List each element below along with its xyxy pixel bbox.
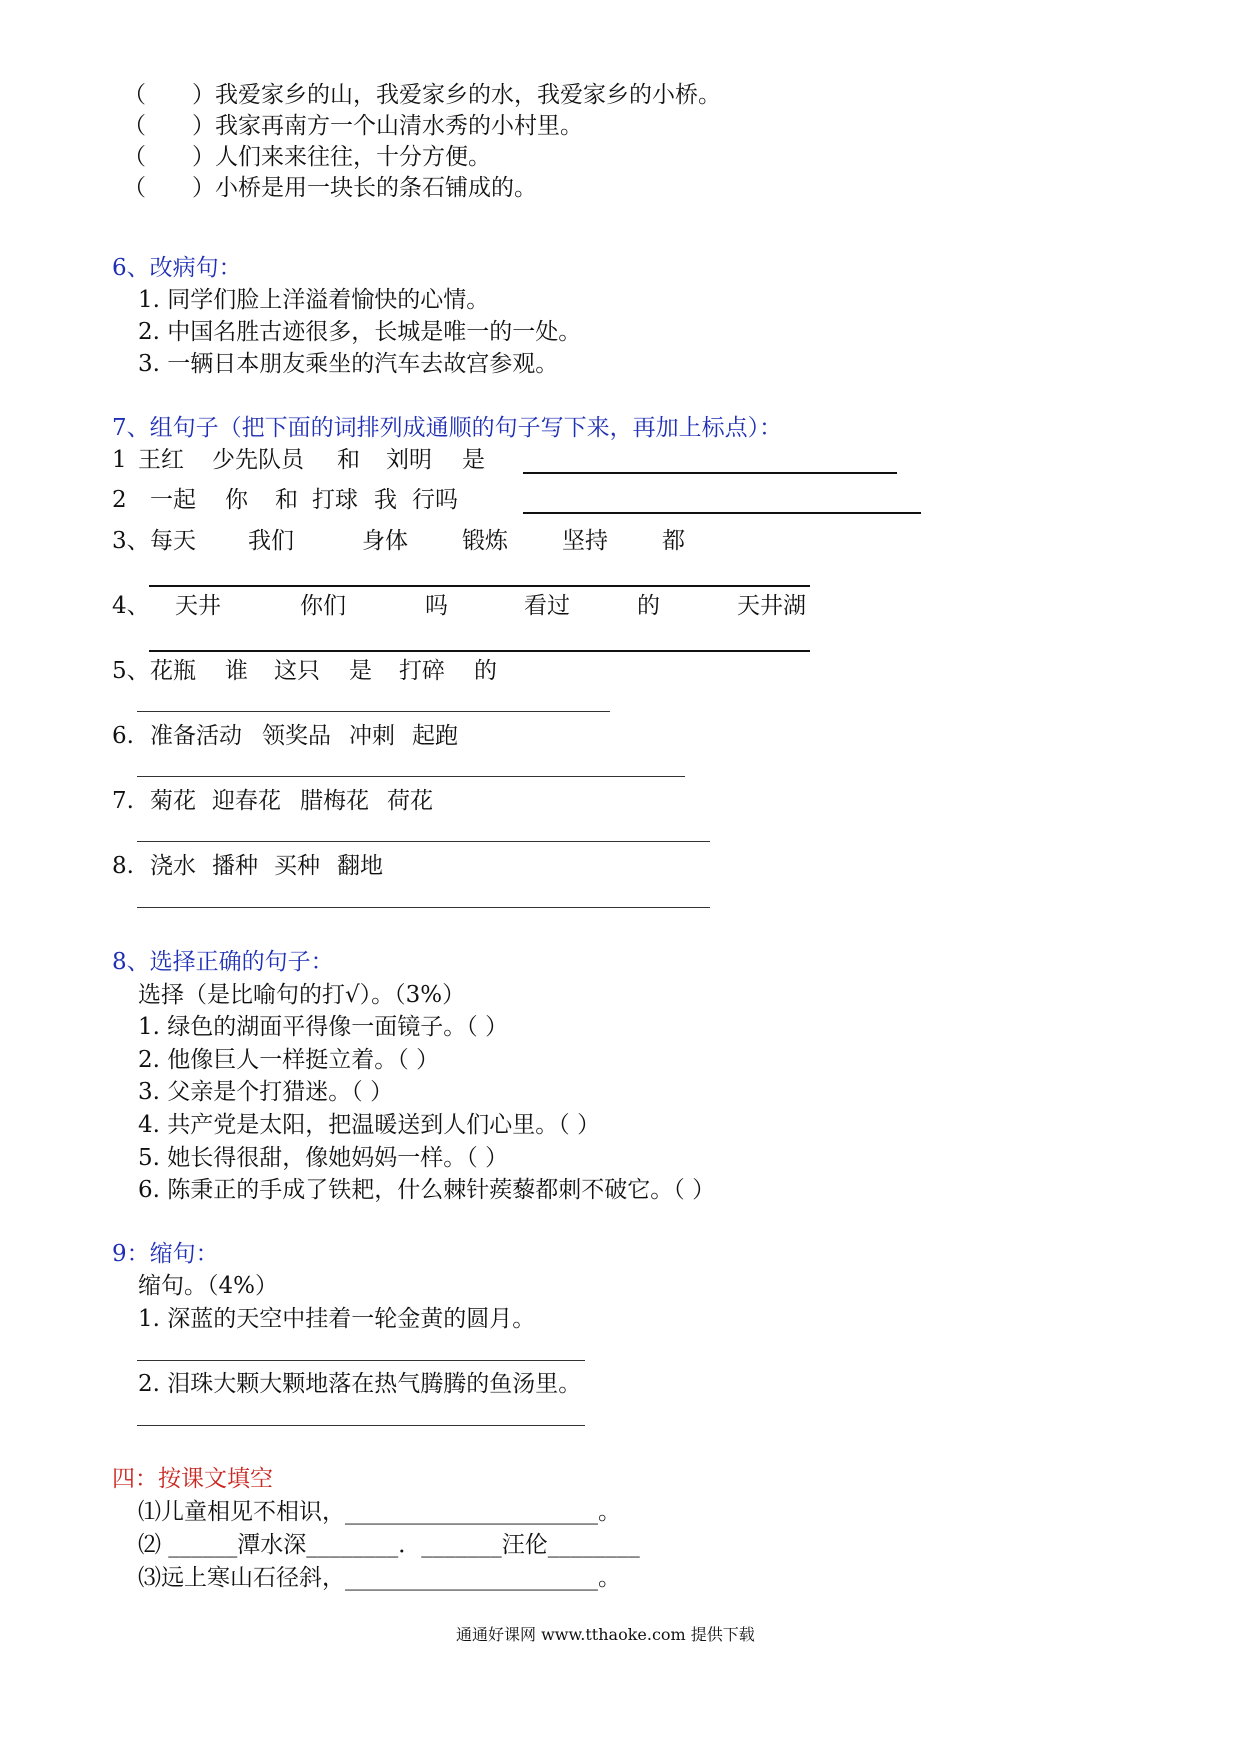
s6-item-2: 2. 中国名胜古迹很多，长城是唯一的一处。	[138, 319, 582, 345]
s7-q4-answer-line[interactable]	[149, 650, 810, 652]
section8-title: 8、选择正确的句子：	[112, 949, 334, 975]
s7-q4-word: 天井	[175, 593, 221, 619]
s7-q5-answer-line[interactable]	[137, 711, 610, 712]
s7-q1-word: 是	[462, 447, 485, 473]
s7-q4-word: 看过	[524, 593, 570, 619]
s8-item-6: 6. 陈秉正的手成了铁耙，什么棘针蒺藜都刺不破它。（ ）	[138, 1177, 716, 1203]
section6-title: 6、改病句：	[112, 255, 242, 281]
s7-q4-word: 的	[637, 593, 660, 619]
s7-q6-word: 冲刺	[349, 723, 395, 749]
s7-q8-answer-line[interactable]	[137, 907, 710, 908]
s7-q5-word: 谁	[225, 658, 248, 684]
s7-q2-word: 打球	[312, 487, 358, 513]
sentence-order-3: （ ）人们来来往往，十分方便。	[123, 144, 491, 170]
s7-q3-word: 锻炼	[462, 528, 508, 554]
s4-item-1: ⑴儿童相见不相识，______________________。	[138, 1499, 621, 1525]
s9-item-2-answer-line[interactable]	[137, 1425, 585, 1426]
s7-q5-word: 这只	[274, 658, 320, 684]
s7-q1-num: 1	[112, 447, 127, 473]
s7-q1-word: 和	[337, 447, 360, 473]
s7-q8-num: 8.	[112, 853, 134, 879]
s7-q4-num: 4、	[112, 593, 150, 619]
s7-q2-answer-line[interactable]	[523, 512, 921, 514]
section7-title: 7、组句子（把下面的词排列成通顺的句子写下来，再加上标点）：	[112, 415, 783, 441]
s7-q7-word: 菊花	[150, 788, 196, 814]
s9-intro: 缩句。（4%）	[138, 1273, 278, 1299]
s7-q2-word: 我	[374, 487, 397, 513]
s9-item-1-answer-line[interactable]	[137, 1360, 585, 1361]
s7-q8-word: 浇水	[150, 853, 196, 879]
s7-q1-answer-line[interactable]	[523, 472, 897, 474]
s7-q7-word: 腊梅花	[300, 788, 369, 814]
s7-q5-word: 打碎	[399, 658, 445, 684]
s6-item-3: 3. 一辆日本朋友乘坐的汽车去故宫参观。	[138, 351, 559, 377]
s7-q3-word: 身体	[362, 528, 408, 554]
s7-q2-num: 2	[112, 487, 127, 513]
s8-intro: 选择（是比喻句的打√）。（3%）	[138, 982, 466, 1008]
s7-q3-word: 坚持	[562, 528, 608, 554]
s7-q7-word: 荷花	[387, 788, 433, 814]
s7-q1-word: 王红	[138, 447, 184, 473]
s7-q2-word: 你	[225, 487, 248, 513]
s7-q7-word: 迎春花	[212, 788, 281, 814]
s7-q6-answer-line[interactable]	[137, 776, 685, 777]
s7-q5-word: 是	[349, 658, 372, 684]
s9-item-2: 2. 泪珠大颗大颗地落在热气腾腾的鱼汤里。	[138, 1371, 582, 1397]
s7-q1-word: 少先队员	[212, 447, 304, 473]
s7-q4-word: 天井湖	[737, 593, 806, 619]
s7-q2-word: 和	[275, 487, 298, 513]
s7-q8-word: 买种	[274, 853, 320, 879]
s7-q3-word: 都	[662, 528, 685, 554]
footer-source: 通通好课网 www.tthaoke.com 提供下载	[456, 1625, 755, 1644]
s7-q5-word: 花瓶	[150, 658, 196, 684]
s4-item-3: ⑶远上寒山石径斜，______________________。	[138, 1565, 621, 1591]
section9-title: 9：缩句：	[112, 1241, 219, 1267]
s7-q6-word: 准备活动	[150, 723, 242, 749]
s7-q3-word: 每天	[150, 528, 196, 554]
s8-item-3: 3. 父亲是个打猎迷。（ ）	[138, 1079, 394, 1105]
s7-q1-word: 刘明	[386, 447, 432, 473]
sentence-order-4: （ ）小桥是用一块长的条石铺成的。	[123, 175, 537, 201]
sentence-order-2: （ ）我家再南方一个山清水秀的小村里。	[123, 113, 583, 139]
s7-q4-word: 你们	[300, 593, 346, 619]
s7-q8-word: 翻地	[337, 853, 383, 879]
s7-q6-word: 领奖品	[262, 723, 331, 749]
s7-q7-num: 7.	[112, 788, 134, 814]
s7-q2-word: 行吗	[412, 487, 458, 513]
s6-item-1: 1. 同学们脸上洋溢着愉快的心情。	[138, 287, 490, 313]
s7-q7-answer-line[interactable]	[137, 841, 710, 842]
section4-title: 四：按课文填空	[112, 1466, 273, 1492]
s7-q3-answer-line[interactable]	[149, 585, 810, 587]
s7-q6-num: 6.	[112, 723, 134, 749]
s4-item-2: ⑵ ______潭水深________．_______汪伦________	[138, 1532, 640, 1558]
s7-q8-word: 播种	[212, 853, 258, 879]
s8-item-2: 2. 他像巨人一样挺立着。（ ）	[138, 1047, 440, 1073]
sentence-order-1: （ ）我爱家乡的山，我爱家乡的水，我爱家乡的小桥。	[123, 82, 721, 108]
s8-item-4: 4. 共产党是太阳，把温暖送到人们心里。（ ）	[138, 1112, 601, 1138]
s9-item-1: 1. 深蓝的天空中挂着一轮金黄的圆月。	[138, 1306, 536, 1332]
s8-item-5: 5. 她长得很甜，像她妈妈一样。（ ）	[138, 1145, 509, 1171]
s7-q6-word: 起跑	[412, 723, 458, 749]
s7-q2-word: 一起	[150, 487, 196, 513]
s7-q3-num: 3、	[112, 528, 150, 554]
s7-q3-word: 我们	[248, 528, 294, 554]
s7-q5-num: 5、	[112, 658, 150, 684]
s7-q5-word: 的	[474, 658, 497, 684]
s7-q4-word: 吗	[425, 593, 448, 619]
s8-item-1: 1. 绿色的湖面平得像一面镜子。（ ）	[138, 1014, 509, 1040]
